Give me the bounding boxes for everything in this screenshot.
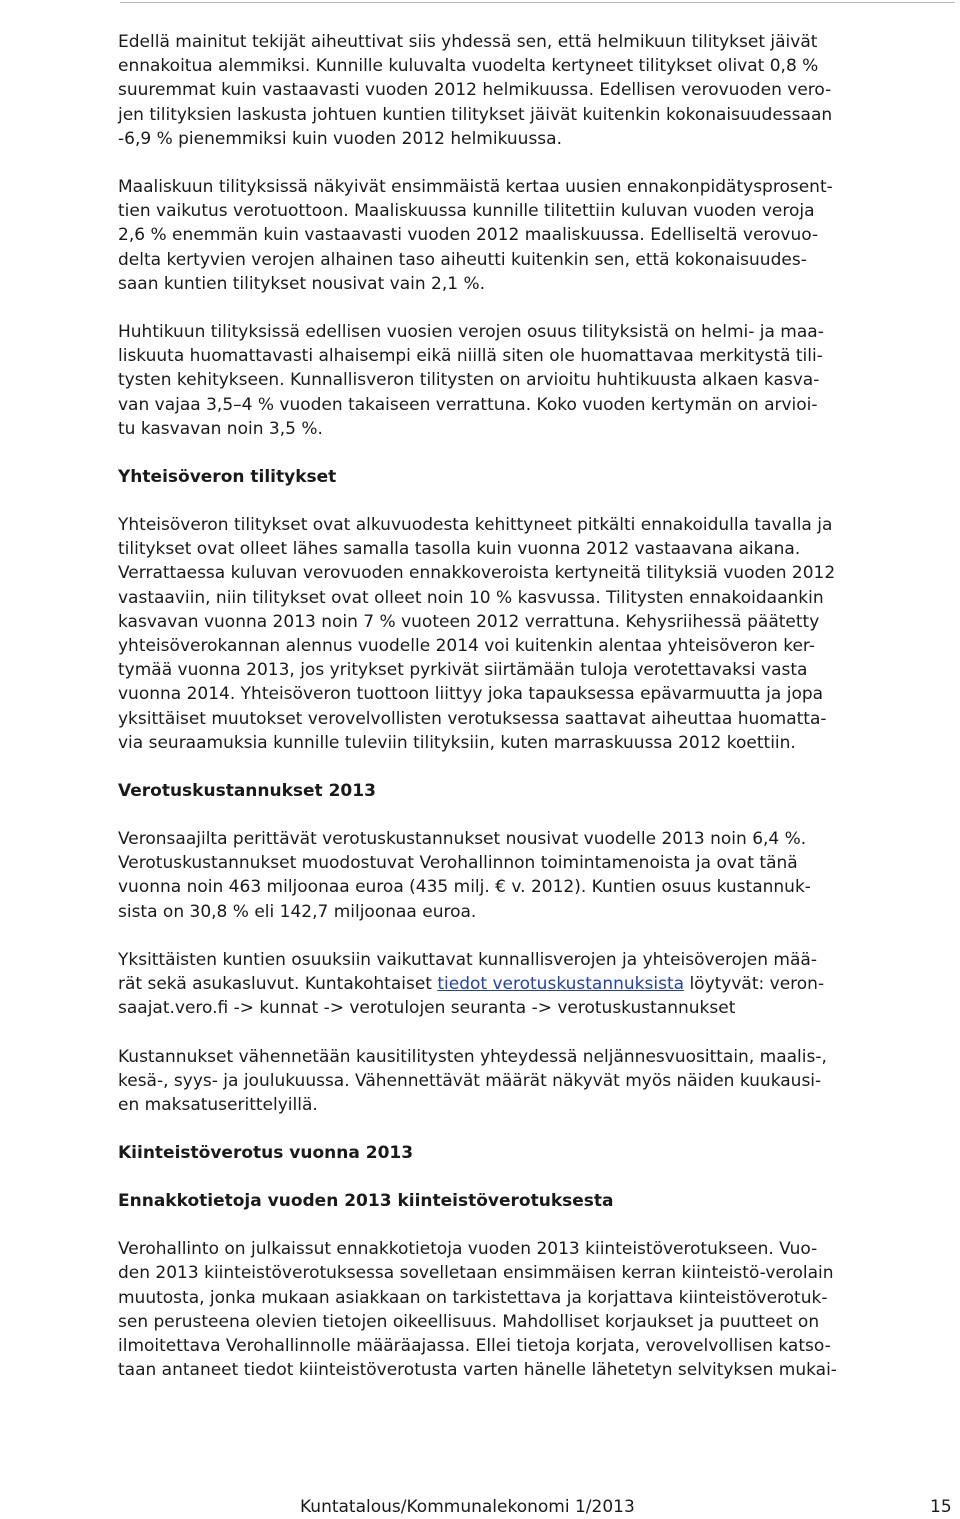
paragraph-kustannukset: Kustannukset vähennetään kausitilitysten yhteydessä neljännesvuosittain, maalis-, kesä-, syys- ja joulukuussa. Vähennettävät määrät näkyvät myös näiden kuukausi- en maksatuserittelyillä. <box>118 1046 827 1115</box>
header-rule <box>120 2 955 3</box>
paragraph-kuntakohtaiset-text-2: löytyvät: veron- saajat.vero.fi -> kunnat -> verotulojen seuranta -> verotuskustannukset <box>118 974 825 1019</box>
paragraph-yhteisovero: Yhteisöveron tilitykset ovat alkuvuodesta kehittyneet pitkälti ennakoidulla tavalla ja tilitykset ovat olleet lähes samalla tasolla kuin vuonna 2012 vastaavana aikana. Verrattaessa kuluvan verovuoden ennakkoveroista kertyneitä tilityksiä vuoden 2012 vastaaviin, niin tilitykset ovat olleet noin 10 % kasvussa. Tilitysten ennakoidaankin kasvavan vuonna 2013 noin 7 % vuoteen 2012 verrattuna. Kehysriihessä päätetty yhteisöverokannan alennus vuodelle 2014 voi kuitenkin alentaa yhteisöveron ker- tymää vuonna 2013, jos yritykset pyrkivät siirtämään tuloja verotettavaksi vasta vuonna 2014. Yhteisöveron tuottoon liittyy joka tapauksessa epävarmuutta ja jopa yksittäiset muutokset verovelvollisten verotuksessa saattavat aiheuttaa huomatta- via seuraamuksia kunnille tuleviin tilityksiin, kuten marraskuussa 2012 koettiin. <box>118 515 836 753</box>
heading-ennakkotietoja: Ennakkotietoja vuoden 2013 kiinteistöverotuksesta <box>118 1191 614 1212</box>
heading-verotuskustannukset: Verotuskustannukset 2013 <box>118 781 376 802</box>
paragraph-kuntakohtaiset <box>118 948 958 1021</box>
paragraph-helmikuu: Edellä mainitut tekijät aiheuttivat siis yhdessä sen, että helmikuun tilitykset jäivät ennakoitua alemmiksi. Kunnille kuluvalta vuodelta kertyneet tilitykset olivat 0,8 % suuremmat kuin vastaavasti vuoden 2012 helmikuussa. Edellisen verovuoden vero- jen tilityksien laskusta johtuen kuntien tilitykset jäivät kuitenkin kokonaisuudessaan -6,9 % pienemmiksi kuin vuoden 2012 helmikuussa. <box>118 32 833 149</box>
heading-yhteisoveron-tilitykset: Yhteisöveron tilitykset <box>118 467 337 488</box>
paragraph-huhtikuu: Huhtikuun tilityksissä edellisen vuosien verojen osuus tilityksistä on helmi- ja maa- liskuuta huomattavasti alhaisempi eikä niillä siten ole huomattavaa merkitystä tili- tysten kehitykseen. Kunnallisveron tilitysten on arvioitu huhtikuusta alkaen kasva- van vajaa 3,5–4 % vuoden takaiseen verrattuna. Koko vuoden kertymän on arvioi- tu kasvavan noin 3,5 %. <box>118 322 824 439</box>
heading-kiinteistoverotus: Kiinteistöverotus vuonna 2013 <box>118 1143 414 1164</box>
link-tiedot-verotuskustannuksista[interactable]: tiedot verotuskustannuksista <box>437 974 685 995</box>
footer-page-number: 15 <box>930 1497 952 1517</box>
paragraph-verotuskustannukset: Veronsaajilta perittävät verotuskustannukset nousivat vuodelle 2013 noin 6,4 %. Verotuskustannukset muodostuvat Verohallinnon toimintamenoista ja ovat tänä vuonna noin 463 miljoonaa euroa (435 milj. € v. 2012). Kuntien osuus kustannuk- sista on 30,8 % eli 142,7 miljoonaa euroa. <box>118 829 811 922</box>
article-body <box>118 30 958 1406</box>
paragraph-kuntakohtaiset-text-1: Yksittäisten kuntien osuuksiin vaikuttavat kunnallisverojen ja yhteisöverojen mää- rät sekä asukasluvut. Kuntakohtaiset <box>118 949 817 995</box>
paragraph-ennakkotietoja: Verohallinto on julkaissut ennakkotietoja vuoden 2013 kiinteistöverotukseen. Vuo- den 2013 kiinteistöverotuksessa sovelletaan ensimmäisen kerran kiinteistö-verolain muutosta, jonka mukaan asiakkaan on tarkistettava ja korjattava kiinteistöverotuk- sen perusteena olevien tietojen oikeellisuus. Mahdolliset korjaukset ja puutteet on ilmoitettava Verohallinnolle määräajassa. Ellei tietoja korjata, verovelvollisen katso- taan antaneet tiedot kiinteistöverotusta varten hänelle lähetetyn selvityksen mukai- <box>118 1239 837 1381</box>
footer-publication: Kuntatalous/Kommunalekonomi 1/2013 <box>300 1497 635 1517</box>
paragraph-maaliskuu: Maaliskuun tilityksissä näkyivät ensimmäistä kertaa uusien ennakonpidätysprosent- tien vaikutus verotuottoon. Maaliskuussa kunnille tilitettiin kuluvan vuoden veroja 2,6 % enemmän kuin vastaavasti vuoden 2012 maaliskuussa. Edelliseltä verovuo- delta kertyvien verojen alhainen taso aiheutti kuitenkin sen, että kokonaisuudes- saan kuntien tilitykset nousivat vain 2,1 %. <box>118 177 833 294</box>
